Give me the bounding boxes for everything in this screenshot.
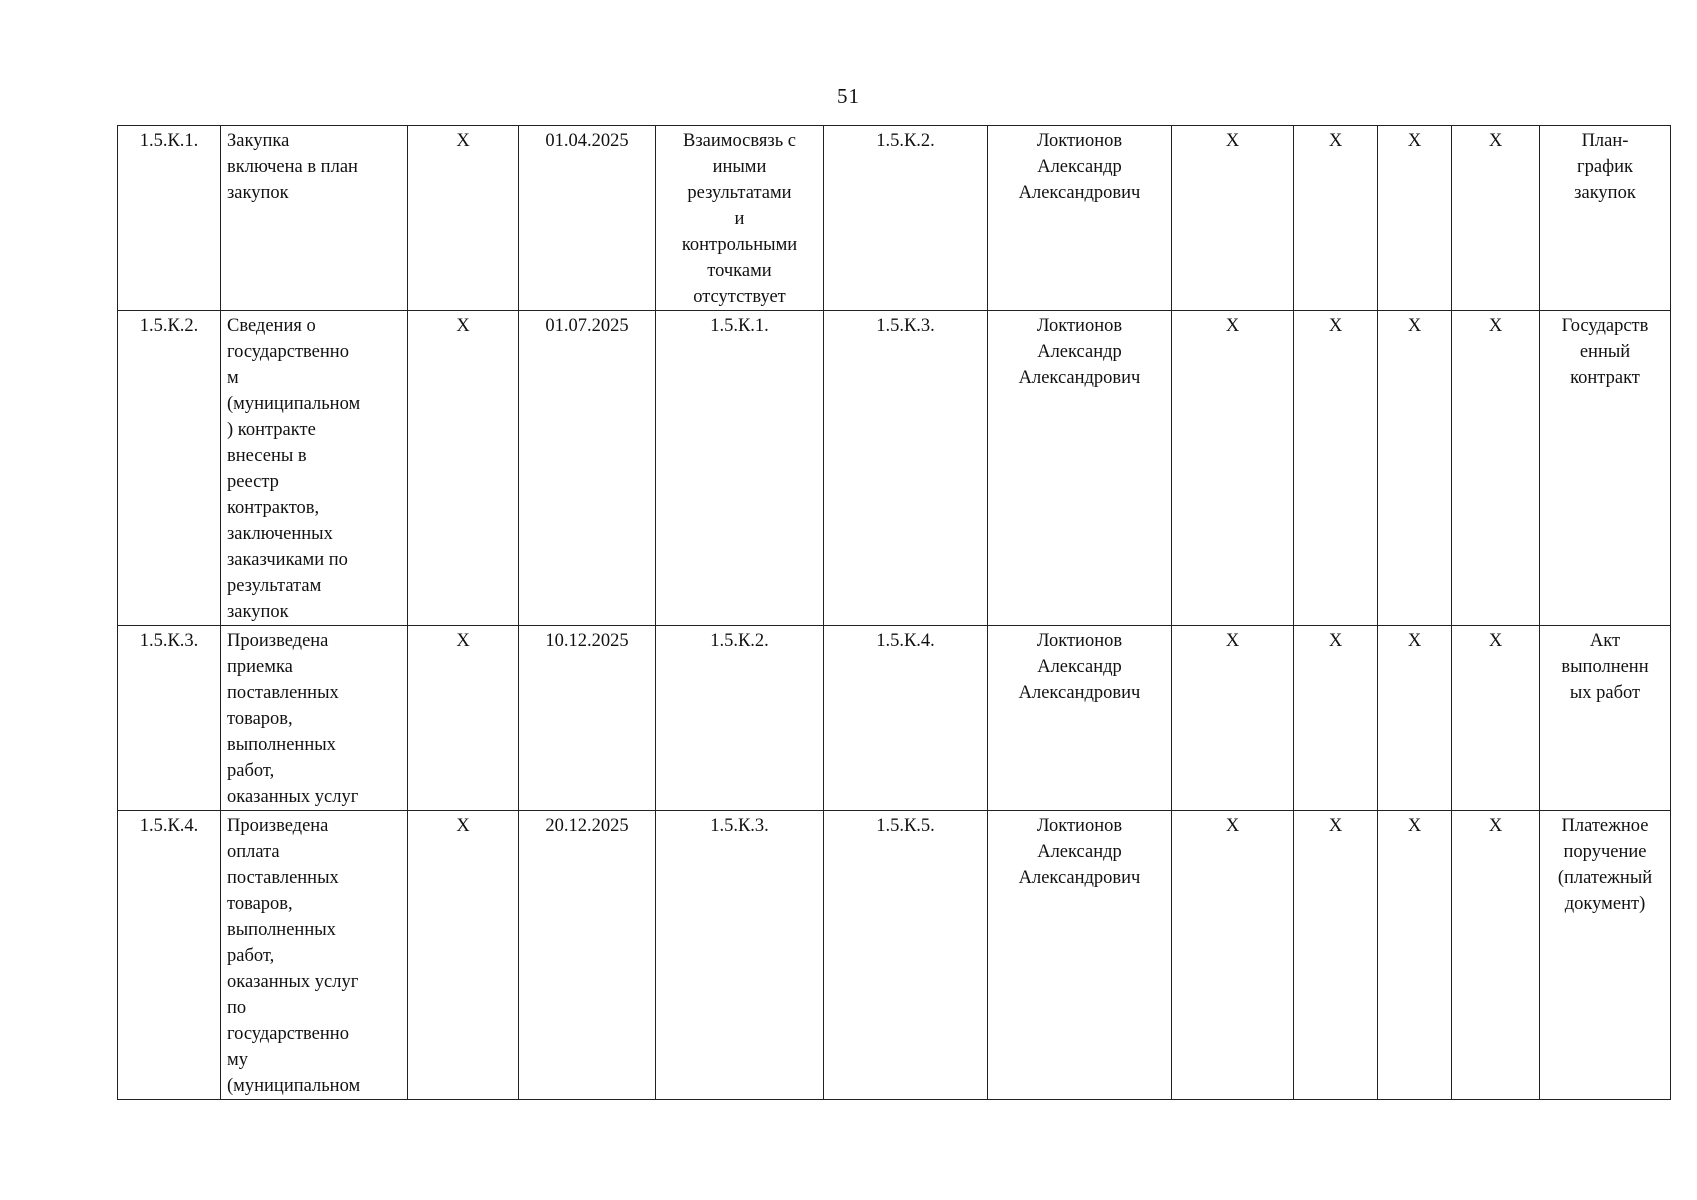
cell-date: 01.07.2025 [519, 311, 656, 626]
cell-date: 20.12.2025 [519, 811, 656, 1100]
cell-mark: Х [1294, 626, 1378, 811]
table-row [118, 311, 1671, 626]
cell-mark: Х [1452, 626, 1540, 811]
page-number: 51 [837, 84, 860, 108]
cell-mark: Х [1378, 126, 1452, 311]
cell-code: 1.5.К.3. [118, 626, 221, 811]
cell-mark: Х [1378, 626, 1452, 811]
cell-mark: Х [1172, 126, 1294, 311]
cell-mark: Х [408, 311, 519, 626]
cell-predecessor: 1.5.К.2. [656, 626, 824, 811]
cell-mark: Х [1172, 311, 1294, 626]
cell-responsible: Локтионов Александр Александрович [988, 626, 1172, 811]
cell-responsible: Локтионов Александр Александрович [988, 311, 1172, 626]
cell-description: Произведена оплата поставленных товаров, выполненных работ, оказанных услуг по государственно му (муниципальном [221, 811, 408, 1100]
cell-mark: Х [408, 811, 519, 1100]
cell-responsible: Локтионов Александр Александрович [988, 126, 1172, 311]
cell-successor: 1.5.К.5. [824, 811, 988, 1100]
cell-description: Сведения о государственно м (муниципальном ) контракте внесены в реестр контрактов, заключенных заказчиками по результатам закупок [221, 311, 408, 626]
cell-responsible: Локтионов Александр Александрович [988, 811, 1172, 1100]
cell-mark: Х [1172, 811, 1294, 1100]
cell-successor: 1.5.К.4. [824, 626, 988, 811]
cell-mark: Х [408, 126, 519, 311]
cell-date: 10.12.2025 [519, 626, 656, 811]
cell-predecessor: Взаимосвязь с иными результатами и контрольными точками отсутствует [656, 126, 824, 311]
cell-mark: Х [1294, 311, 1378, 626]
table-row [118, 811, 1671, 1100]
cell-mark: Х [1172, 626, 1294, 811]
cell-successor: 1.5.К.2. [824, 126, 988, 311]
cell-description: Произведена приемка поставленных товаров, выполненных работ, оказанных услуг [221, 626, 408, 811]
cell-code: 1.5.К.4. [118, 811, 221, 1100]
cell-mark: Х [1452, 811, 1540, 1100]
cell-document: Государств енный контракт [1540, 311, 1671, 626]
cell-mark: Х [1294, 811, 1378, 1100]
cell-code: 1.5.К.1. [118, 126, 221, 311]
cell-document: План- график закупок [1540, 126, 1671, 311]
cell-mark: Х [1378, 311, 1452, 626]
cell-mark: Х [1294, 126, 1378, 311]
cell-code: 1.5.К.2. [118, 311, 221, 626]
cell-document: Акт выполненн ых работ [1540, 626, 1671, 811]
control-points-table [117, 125, 1671, 1100]
cell-mark: Х [1452, 311, 1540, 626]
table-row [118, 626, 1671, 811]
cell-mark: Х [1378, 811, 1452, 1100]
cell-mark: Х [408, 626, 519, 811]
cell-mark: Х [1452, 126, 1540, 311]
cell-successor: 1.5.К.3. [824, 311, 988, 626]
cell-description: Закупка включена в план закупок [221, 126, 408, 311]
cell-predecessor: 1.5.К.3. [656, 811, 824, 1100]
cell-document: Платежное поручение (платежный документ) [1540, 811, 1671, 1100]
cell-date: 01.04.2025 [519, 126, 656, 311]
table-row [118, 126, 1671, 311]
cell-predecessor: 1.5.К.1. [656, 311, 824, 626]
